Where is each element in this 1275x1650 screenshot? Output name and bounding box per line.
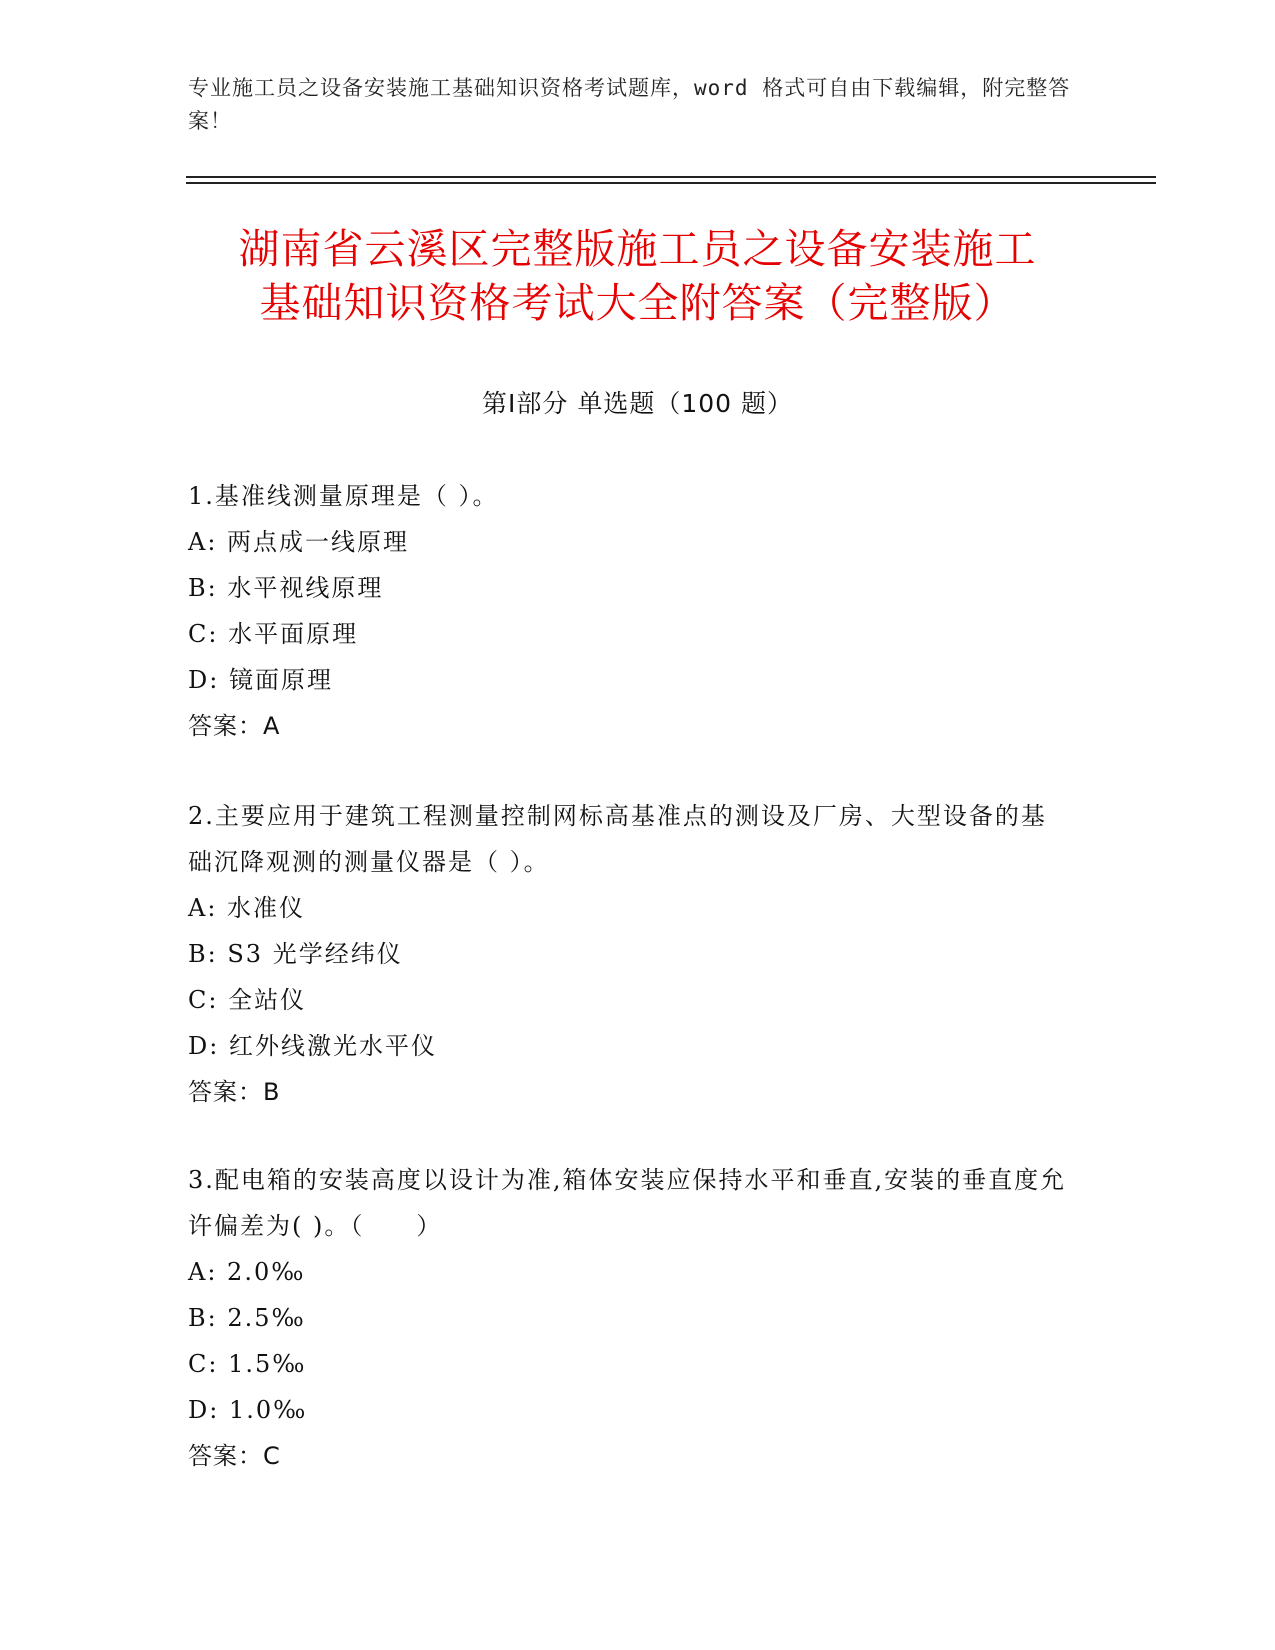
question-stem: 2.主要应用于建筑工程测量控制网标高基准点的测设及厂房、大型设备的基础沉降观测的测量仪器是（ ）。 bbox=[188, 802, 1047, 876]
option-a: A: 两点成一线原理 bbox=[188, 528, 410, 556]
question-block bbox=[188, 1157, 1068, 1479]
option-d: D: 1.0‰ bbox=[188, 1396, 308, 1424]
header-divider-bottom bbox=[186, 182, 1156, 184]
question-block bbox=[188, 473, 1068, 749]
section-title: 第Ⅰ部分 单选题（100 题） bbox=[482, 389, 793, 418]
option-c: C: 1.5‰ bbox=[188, 1350, 307, 1378]
document-title-line-1: 湖南省云溪区完整版施工员之设备安装施工 bbox=[238, 225, 1037, 273]
question-stem: 1.基准线测量原理是（ ）。 bbox=[188, 482, 499, 510]
option-a: A: 2.0‰ bbox=[188, 1258, 306, 1286]
option-d: D: 镜面原理 bbox=[188, 666, 333, 694]
answer: 答案：B bbox=[188, 1078, 281, 1106]
option-b: B: 水平视线原理 bbox=[188, 574, 384, 602]
option-b: B: 2.5‰ bbox=[188, 1304, 306, 1332]
option-c: C: 全站仪 bbox=[188, 986, 307, 1014]
header-divider-top bbox=[186, 176, 1156, 178]
document-title-line-2: 基础知识资格考试大全附答案（完整版） bbox=[259, 279, 1016, 327]
header-note: 专业施工员之设备安装施工基础知识资格考试题库，word 格式可自由下载编辑，附完整答案！ bbox=[188, 76, 1071, 133]
option-c: C: 水平面原理 bbox=[188, 620, 359, 648]
option-b: B: S3 光学经纬仪 bbox=[188, 940, 403, 968]
answer: 答案：A bbox=[188, 712, 281, 740]
question-block bbox=[188, 793, 1068, 1115]
document-title bbox=[150, 222, 1125, 330]
question-stem: 3.配电箱的安装高度以设计为准,箱体安装应保持水平和垂直,安装的垂直度允许偏差为( )。（ ） bbox=[188, 1166, 1067, 1240]
answer: 答案：C bbox=[188, 1442, 281, 1470]
option-d: D: 红外线激光水平仪 bbox=[188, 1032, 437, 1060]
option-a: A: 水准仪 bbox=[188, 894, 306, 922]
